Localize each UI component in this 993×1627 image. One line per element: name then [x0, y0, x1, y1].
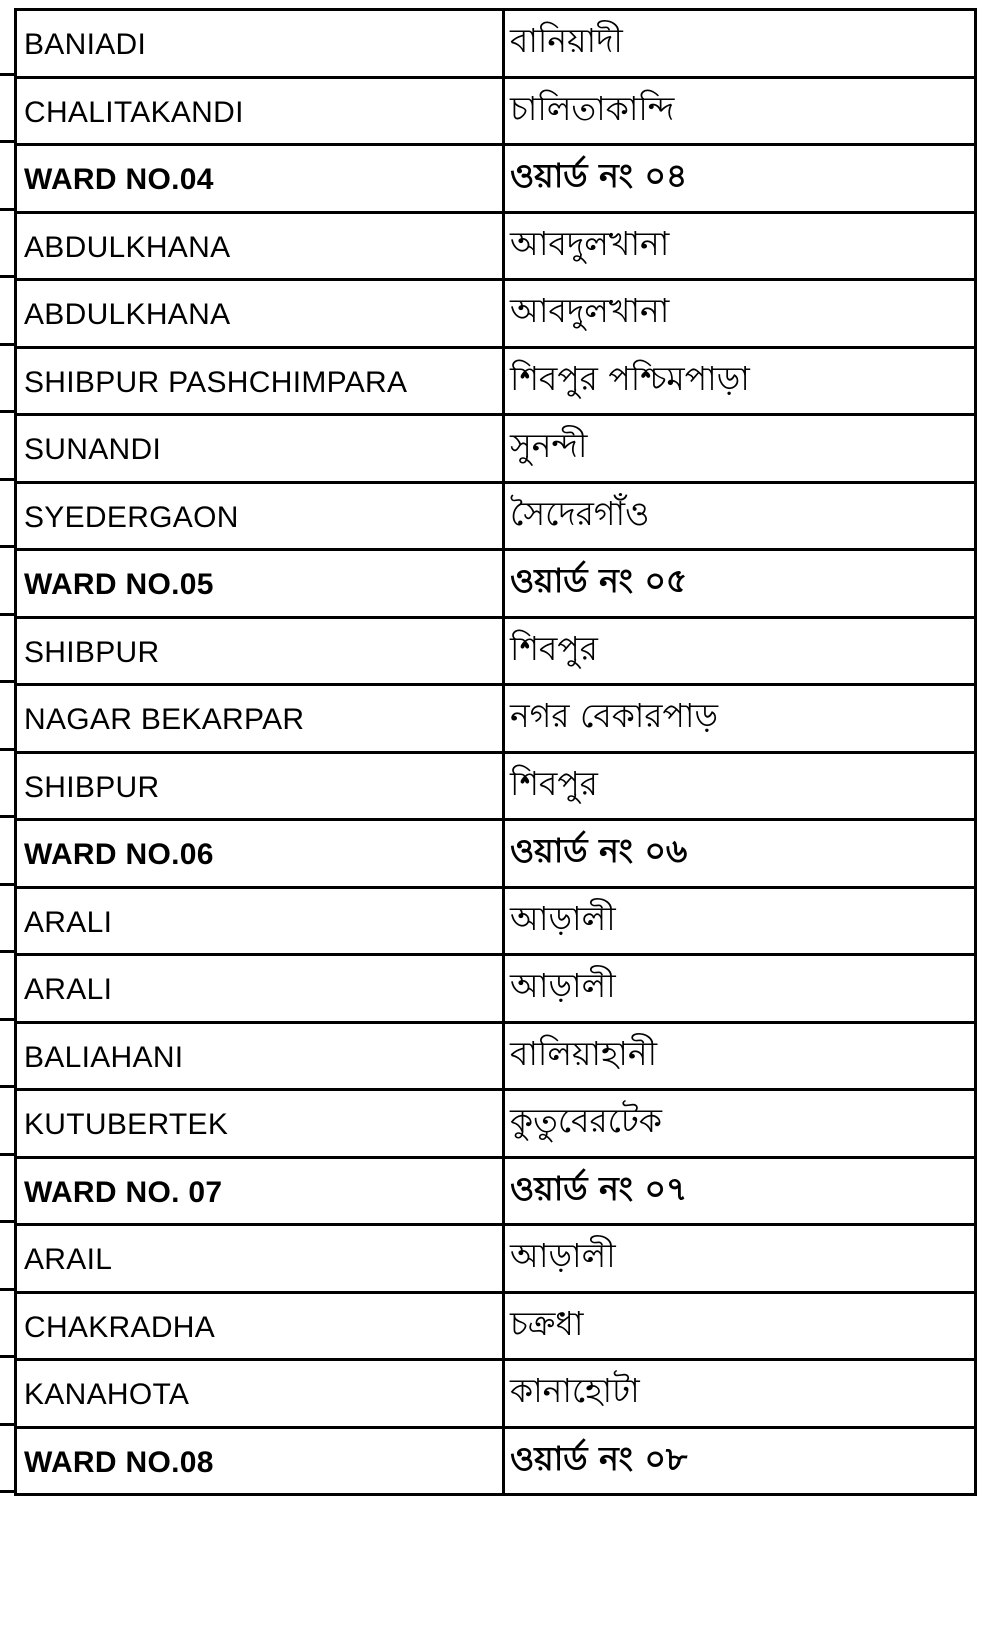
ward-name-english: WARD NO.06 — [14, 821, 505, 886]
place-name-bengali: কুতুবেরটেক — [505, 1091, 977, 1156]
ward-heading-row — [14, 146, 977, 214]
table-row — [14, 484, 977, 552]
margin-rule — [0, 548, 14, 616]
place-name-english: SHIBPUR PASHCHIMPARA — [14, 349, 505, 414]
table-row — [14, 956, 977, 1024]
place-name-english: ABDULKHANA — [14, 214, 505, 279]
place-name-english: SYEDERGAON — [14, 484, 505, 549]
place-name-bengali: শিবপুর — [505, 619, 977, 684]
place-name-english: ARAIL — [14, 1226, 505, 1291]
margin-rule — [0, 751, 14, 819]
margin-rule — [0, 481, 14, 549]
margin-rule — [0, 278, 14, 346]
place-name-bengali: সৈদেরগাঁও — [505, 484, 977, 549]
place-name-english: BANIADI — [14, 11, 505, 76]
margin-rule — [0, 346, 14, 414]
margin-rule — [0, 683, 14, 751]
table-row — [14, 1024, 977, 1092]
place-name-english: SUNANDI — [14, 416, 505, 481]
place-name-bengali: সুনন্দী — [505, 416, 977, 481]
table-row — [14, 754, 977, 822]
ward-name-bengali: ওয়ার্ড নং ০৫ — [505, 551, 977, 616]
table-row — [14, 281, 977, 349]
table-row — [14, 1294, 977, 1362]
place-name-english: KANAHOTA — [14, 1361, 505, 1426]
table-row — [14, 79, 977, 147]
margin-rule — [0, 76, 14, 144]
ward-heading-row — [14, 551, 977, 619]
place-name-bengali: আড়ালী — [505, 1226, 977, 1291]
left-margin-rules — [0, 8, 14, 1493]
ward-name-bengali: ওয়ার্ড নং ০৪ — [505, 146, 977, 211]
table-row — [14, 889, 977, 957]
table-row — [14, 416, 977, 484]
margin-rule — [0, 616, 14, 684]
ward-name-english: WARD NO. 07 — [14, 1159, 505, 1224]
ward-name-bengali: ওয়ার্ড নং ০৮ — [505, 1429, 977, 1494]
place-name-english: SHIBPUR — [14, 754, 505, 819]
place-name-bengali: নগর বেকারপাড় — [505, 686, 977, 751]
table-row — [14, 1226, 977, 1294]
margin-rule — [0, 1223, 14, 1291]
ward-name-bengali: ওয়ার্ড নং ০৬ — [505, 821, 977, 886]
margin-rule — [0, 8, 14, 76]
ward-heading-row — [14, 1429, 977, 1497]
place-name-bengali: চালিতাকান্দি — [505, 79, 977, 144]
margin-rule — [0, 1426, 14, 1494]
table-row — [14, 214, 977, 282]
margin-rule — [0, 1088, 14, 1156]
place-name-bengali: বানিয়াদী — [505, 11, 977, 76]
margin-rule — [0, 953, 14, 1021]
place-name-bengali: শিবপুর পশ্চিমপাড়া — [505, 349, 977, 414]
margin-rule — [0, 1021, 14, 1089]
place-name-bengali: শিবপুর — [505, 754, 977, 819]
place-name-english: BALIAHANI — [14, 1024, 505, 1089]
place-name-bengali: বালিয়াহানী — [505, 1024, 977, 1089]
table-row — [14, 686, 977, 754]
ward-name-english: WARD NO.08 — [14, 1429, 505, 1494]
table-row — [14, 349, 977, 417]
place-name-bengali: আড়ালী — [505, 889, 977, 954]
place-name-table — [14, 8, 977, 1496]
ward-name-english: WARD NO.05 — [14, 551, 505, 616]
margin-rule — [0, 211, 14, 279]
place-name-bengali: চক্রধা — [505, 1294, 977, 1359]
margin-rule — [0, 143, 14, 211]
place-name-english: SHIBPUR — [14, 619, 505, 684]
place-name-english: ARALI — [14, 889, 505, 954]
ward-heading-row — [14, 1159, 977, 1227]
margin-rule — [0, 818, 14, 886]
table-row — [14, 11, 977, 79]
place-name-english: NAGAR BEKARPAR — [14, 686, 505, 751]
table-row — [14, 1091, 977, 1159]
table-row — [14, 619, 977, 687]
ward-heading-row — [14, 821, 977, 889]
place-name-english: CHALITAKANDI — [14, 79, 505, 144]
place-name-bengali: আবদুলখানা — [505, 281, 977, 346]
margin-rule — [0, 1358, 14, 1426]
place-name-bengali: আড়ালী — [505, 956, 977, 1021]
margin-rule — [0, 886, 14, 954]
place-name-english: KUTUBERTEK — [14, 1091, 505, 1156]
place-name-bengali: আবদুলখানা — [505, 214, 977, 279]
margin-rule — [0, 1291, 14, 1359]
margin-rule — [0, 413, 14, 481]
place-name-english: CHAKRADHA — [14, 1294, 505, 1359]
place-name-bengali: কানাহোটা — [505, 1361, 977, 1426]
ward-name-english: WARD NO.04 — [14, 146, 505, 211]
table-row — [14, 1361, 977, 1429]
ward-name-bengali: ওয়ার্ড নং ০৭ — [505, 1159, 977, 1224]
place-name-english: ARALI — [14, 956, 505, 1021]
place-name-english: ABDULKHANA — [14, 281, 505, 346]
margin-rule — [0, 1156, 14, 1224]
